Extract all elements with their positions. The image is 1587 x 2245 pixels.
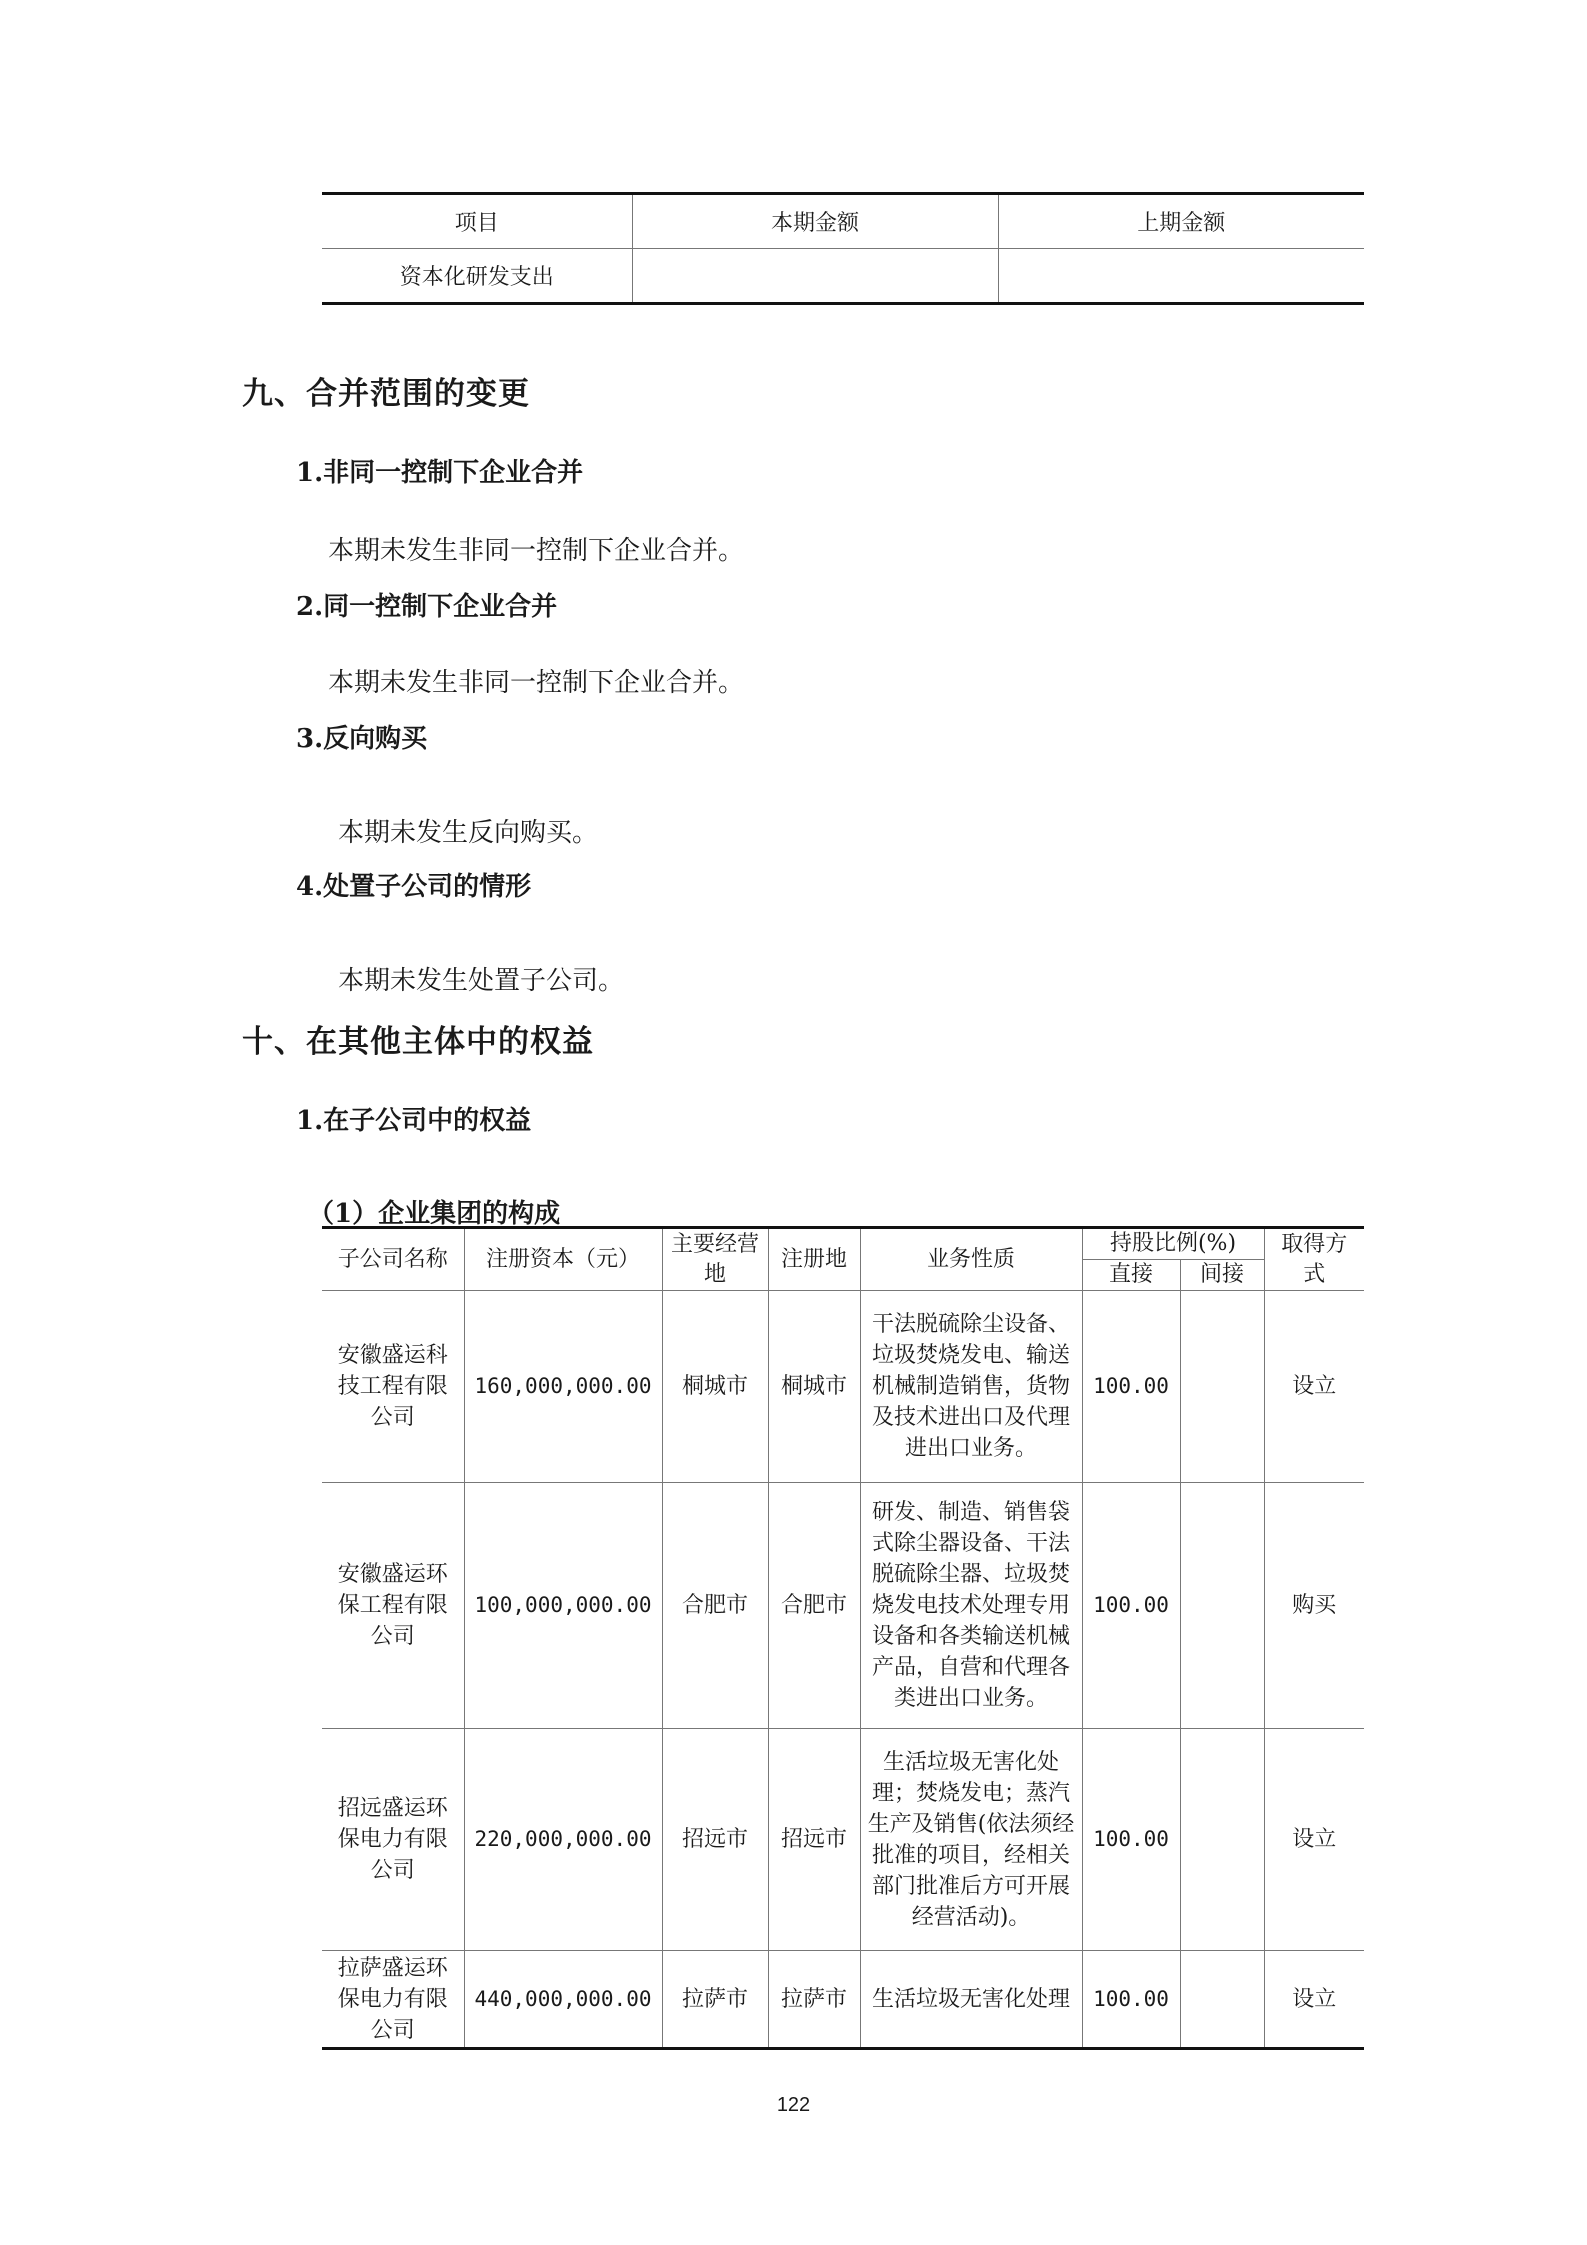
cell-capital: 440,000,000.00 xyxy=(464,1951,662,2049)
top-table-cell-current xyxy=(632,249,998,304)
header-main-place: 主要经营地 xyxy=(662,1228,768,1291)
cell-capital: 100,000,000.00 xyxy=(464,1483,662,1729)
section10-sub1-title: 1.在子公司中的权益 xyxy=(296,1106,532,1136)
table-header-row xyxy=(322,1228,1364,1260)
page-number: 122 xyxy=(776,2094,811,2116)
table-row xyxy=(322,1291,1364,1483)
cell-main-place: 招远市 xyxy=(662,1729,768,1951)
section9-sub4-title: 4.处置子公司的情形 xyxy=(296,872,532,902)
section9-sub3-title: 3.反向购买 xyxy=(296,724,428,754)
top-table-header-item: 项目 xyxy=(322,194,632,249)
section9-sub4-text: 本期未发生处置子公司。 xyxy=(338,966,625,996)
header-reg-place: 注册地 xyxy=(768,1228,860,1291)
cell-nature: 干法脱硫除尘设备、垃圾焚烧发电、输送机械制造销售，货物及技术进出口及代理进出口业务。 xyxy=(860,1291,1082,1483)
cell-name: 拉萨盛运环保电力有限公司 xyxy=(322,1951,464,2049)
cell-capital: 220,000,000.00 xyxy=(464,1729,662,1951)
cell-main-place: 拉萨市 xyxy=(662,1951,768,2049)
cell-indirect xyxy=(1180,1729,1264,1951)
top-table-header-prior: 上期金额 xyxy=(998,194,1364,249)
cell-main-place: 合肥市 xyxy=(662,1483,768,1729)
cell-method: 设立 xyxy=(1264,1729,1364,1951)
table-row xyxy=(322,1951,1364,2049)
cell-nature: 研发、制造、销售袋式除尘器设备、干法脱硫除尘器、垃圾焚烧发电技术处理专用设备和各类输送机械产品，自营和代理各类进出口业务。 xyxy=(860,1483,1082,1729)
header-capital: 注册资本（元） xyxy=(464,1228,662,1291)
cell-nature: 生活垃圾无害化处理 xyxy=(860,1951,1082,2049)
cell-reg-place: 拉萨市 xyxy=(768,1951,860,2049)
cell-reg-place: 招远市 xyxy=(768,1729,860,1951)
cell-indirect xyxy=(1180,1291,1264,1483)
cell-direct: 100.00 xyxy=(1082,1291,1180,1483)
cell-name: 招远盛运环保电力有限公司 xyxy=(322,1729,464,1951)
top-table xyxy=(322,192,1364,305)
top-table-cell-item: 资本化研发支出 xyxy=(322,249,632,304)
cell-nature: 生活垃圾无害化处理；焚烧发电；蒸汽生产及销售(依法须经批准的项目，经相关部门批准后方可开展经营活动)。 xyxy=(860,1729,1082,1951)
cell-main-place: 桐城市 xyxy=(662,1291,768,1483)
section9-title: 九、合并范围的变更 xyxy=(242,376,530,412)
header-direct: 直接 xyxy=(1082,1260,1180,1291)
section9-sub1-text: 本期未发生非同一控制下企业合并。 xyxy=(328,536,745,566)
cell-reg-place: 桐城市 xyxy=(768,1291,860,1483)
subsidiary-table xyxy=(322,1226,1364,2050)
table-row xyxy=(322,1483,1364,1729)
cell-name: 安徽盛运科技工程有限公司 xyxy=(322,1291,464,1483)
cell-indirect xyxy=(1180,1951,1264,2049)
section9-sub1-title: 1.非同一控制下企业合并 xyxy=(296,458,584,488)
cell-direct: 100.00 xyxy=(1082,1729,1180,1951)
cell-name: 安徽盛运环保工程有限公司 xyxy=(322,1483,464,1729)
section9-sub3-text: 本期未发生反向购买。 xyxy=(338,818,599,848)
cell-indirect xyxy=(1180,1483,1264,1729)
top-table-header-row xyxy=(322,194,1364,249)
header-method: 取得方式 xyxy=(1264,1228,1364,1291)
section9-sub2-title: 2.同一控制下企业合并 xyxy=(296,592,558,622)
header-name: 子公司名称 xyxy=(322,1228,464,1291)
cell-direct: 100.00 xyxy=(1082,1483,1180,1729)
cell-direct: 100.00 xyxy=(1082,1951,1180,2049)
header-nature: 业务性质 xyxy=(860,1228,1082,1291)
cell-capital: 160,000,000.00 xyxy=(464,1291,662,1483)
table-title: （1）企业集团的构成 xyxy=(308,1199,561,1229)
top-table-row xyxy=(322,249,1364,304)
table-row xyxy=(322,1729,1364,1951)
section10-title: 十、在其他主体中的权益 xyxy=(242,1024,594,1060)
section9-sub2-text: 本期未发生非同一控制下企业合并。 xyxy=(328,668,745,698)
header-holding: 持股比例(%) xyxy=(1082,1228,1264,1260)
cell-reg-place: 合肥市 xyxy=(768,1483,860,1729)
cell-method: 设立 xyxy=(1264,1291,1364,1483)
header-indirect: 间接 xyxy=(1180,1260,1264,1291)
top-table-header-current: 本期金额 xyxy=(632,194,998,249)
top-table-cell-prior xyxy=(998,249,1364,304)
cell-method: 购买 xyxy=(1264,1483,1364,1729)
cell-method: 设立 xyxy=(1264,1951,1364,2049)
